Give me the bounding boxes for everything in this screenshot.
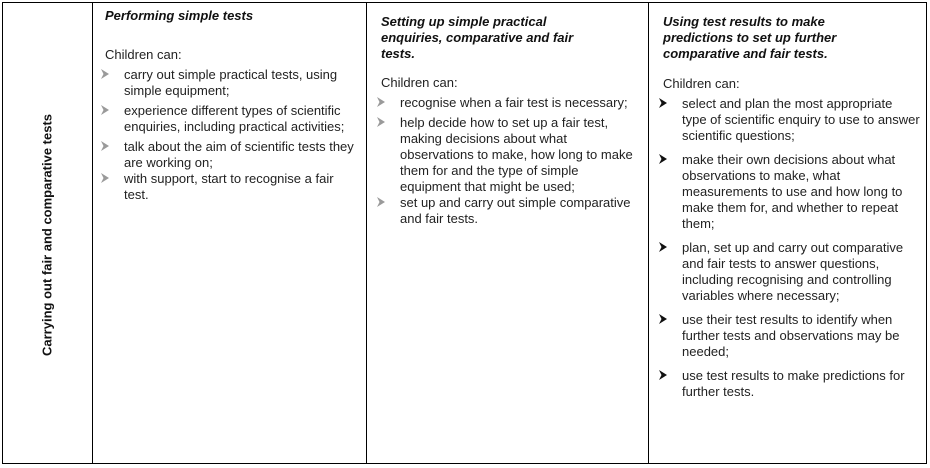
list-item xyxy=(376,195,641,227)
list-item xyxy=(100,103,355,135)
list-item-text: carry out simple practical tests, using simple equipment; xyxy=(124,67,338,98)
column-heading: Setting up simple practical enquiries, comparative and fair tests. xyxy=(381,14,574,61)
list-item-text: use their test results to identify when further tests and observations may be needed; xyxy=(682,312,900,359)
column-intro: Children can: xyxy=(105,47,182,62)
arrow-bullet-icon xyxy=(100,104,110,116)
list-item xyxy=(658,312,920,360)
list-item-text: plan, set up and carry out comparative and fair tests to answer questions, including recognising and controlling variables where necessary; xyxy=(682,240,904,303)
bullet-list xyxy=(658,96,920,408)
list-item-text: select and plan the most appropriate type of scientific enquiry to use to answer scientific questions; xyxy=(682,96,920,143)
list-item xyxy=(100,139,355,171)
column-heading: Using test results to make predictions to set up further comparative and fair tests. xyxy=(663,14,837,61)
list-item xyxy=(658,152,920,232)
column-performing-simple-tests xyxy=(100,3,362,463)
arrow-bullet-icon xyxy=(376,96,386,108)
list-item xyxy=(658,240,920,304)
column-divider xyxy=(366,3,367,463)
arrow-bullet-icon xyxy=(100,172,110,184)
column-intro: Children can: xyxy=(663,76,740,91)
column-heading: Performing simple tests xyxy=(105,8,254,23)
list-item xyxy=(658,96,920,144)
list-item xyxy=(100,67,355,99)
list-item-text: with support, start to recognise a fair test. xyxy=(124,171,334,202)
list-item-text: set up and carry out simple comparative and fair tests. xyxy=(400,195,631,226)
list-item-text: talk about the aim of scientific tests they are working on; xyxy=(124,139,354,170)
row-header-label: Carrying out fair and comparative tests xyxy=(39,113,55,357)
arrow-bullet-icon xyxy=(658,241,668,253)
list-item-text: help decide how to set up a fair test, making decisions about what observations to make, how long to make them for and the type of simple equipment that might be used; xyxy=(400,115,633,194)
list-item-text: make their own decisions about what observations to make, what measurements to use and how long to make them for, and whether to repeat them; xyxy=(682,152,903,231)
list-item-text: recognise when a fair test is necessary; xyxy=(400,95,628,110)
arrow-bullet-icon xyxy=(100,140,110,152)
list-item-text: use test results to make predictions for further tests. xyxy=(682,368,905,399)
column-setting-up-enquiries xyxy=(376,3,644,463)
list-item-text: experience different types of scientific enquiries, including practical activities; xyxy=(124,103,345,134)
list-item xyxy=(376,95,641,111)
arrow-bullet-icon xyxy=(376,196,386,208)
arrow-bullet-icon xyxy=(100,68,110,80)
column-divider xyxy=(648,3,649,463)
row-header-cell xyxy=(3,3,92,463)
progression-table xyxy=(2,2,927,464)
column-intro: Children can: xyxy=(381,75,458,90)
column-using-test-results xyxy=(658,3,923,463)
list-item xyxy=(100,171,355,203)
column-divider xyxy=(92,3,93,463)
arrow-bullet-icon xyxy=(658,369,668,381)
arrow-bullet-icon xyxy=(658,97,668,109)
bullet-list xyxy=(376,95,641,231)
arrow-bullet-icon xyxy=(658,153,668,165)
bullet-list xyxy=(100,67,355,207)
list-item xyxy=(376,115,641,195)
arrow-bullet-icon xyxy=(376,116,386,128)
list-item xyxy=(658,368,920,400)
arrow-bullet-icon xyxy=(658,313,668,325)
